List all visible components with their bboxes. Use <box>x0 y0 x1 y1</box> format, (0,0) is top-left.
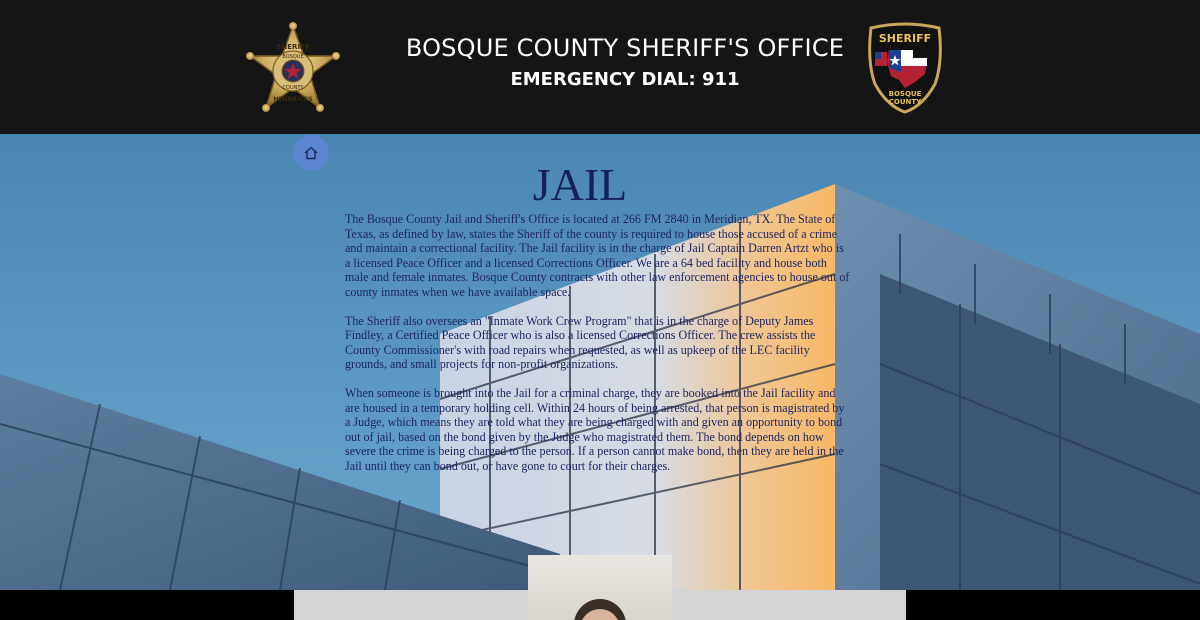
paragraph-location: The Bosque County Jail and Sheriff's Office is located at 266 FM 2840 in Meridian, TX. The State of Texas, as defined by law, states the Sheriff of the county is required to house those accused of a crime and maintain a correctional facility. The Jail facility is in the charge of Jail Captain Darren Artzt who is a licensed Peace Officer and a licensed Corrections Officer. We are a 64 bed facility and house both male and female inmates. Bosque County contracts with other law enforcement agencies to house out of county inmates when we have available space. <box>345 212 850 299</box>
site-title: BOSQUE COUNTY SHERIFF'S OFFICE <box>405 34 845 62</box>
emergency-number: EMERGENCY DIAL: 911 <box>510 69 740 90</box>
patch-bottom-text-2: COUNTY <box>888 98 922 106</box>
page-title: JAIL <box>532 159 628 210</box>
paragraph-booking: When someone is brought into the Jail for a criminal charge, they are booked into the Jail facility and are housed in a temporary holding cell. Within 24 hours of being arrested, that person is magistrated by a Judge, which means they are told what they are being charged with and given an opportunity to bond out of jail, based on the bond given by the Judge who magistrated them. The bond depends on how severe the crime is being charged to the person. If a person cannot make bond, then they are held in the Jail until they can bond out, or have gone to court for their charges. <box>345 386 845 473</box>
patch-top-text: SHERIFF <box>878 32 932 45</box>
home-icon <box>303 145 319 161</box>
star-badge-mid-text: BOSQUE <box>282 54 304 60</box>
star-badge-bottom-text: HENDRICKS <box>273 96 313 103</box>
staff-photo <box>528 555 672 620</box>
star-badge-mid2-text: COUNTY <box>282 85 304 91</box>
home-button[interactable] <box>293 135 329 171</box>
paragraph-work-crew: The Sheriff also oversees an "Inmate Work Crew Program" that is in the charge of Deputy James Findley, a Certified Peace Officer who is also a licensed Corrections Officer. The crew assists the County Commissioner's with road repairs when requested, as well as upkeep of the LEC facility grounds, and small projects for non-profit organizations. <box>345 313 816 371</box>
site-header <box>0 0 1200 134</box>
sheriff-patch-icon <box>865 22 945 114</box>
sheriff-star-badge-icon <box>246 22 340 116</box>
patch-bottom-text-1: BOSQUE <box>888 90 922 98</box>
jail-description <box>345 212 850 488</box>
star-badge-top-text: SHERIFF <box>276 43 310 51</box>
